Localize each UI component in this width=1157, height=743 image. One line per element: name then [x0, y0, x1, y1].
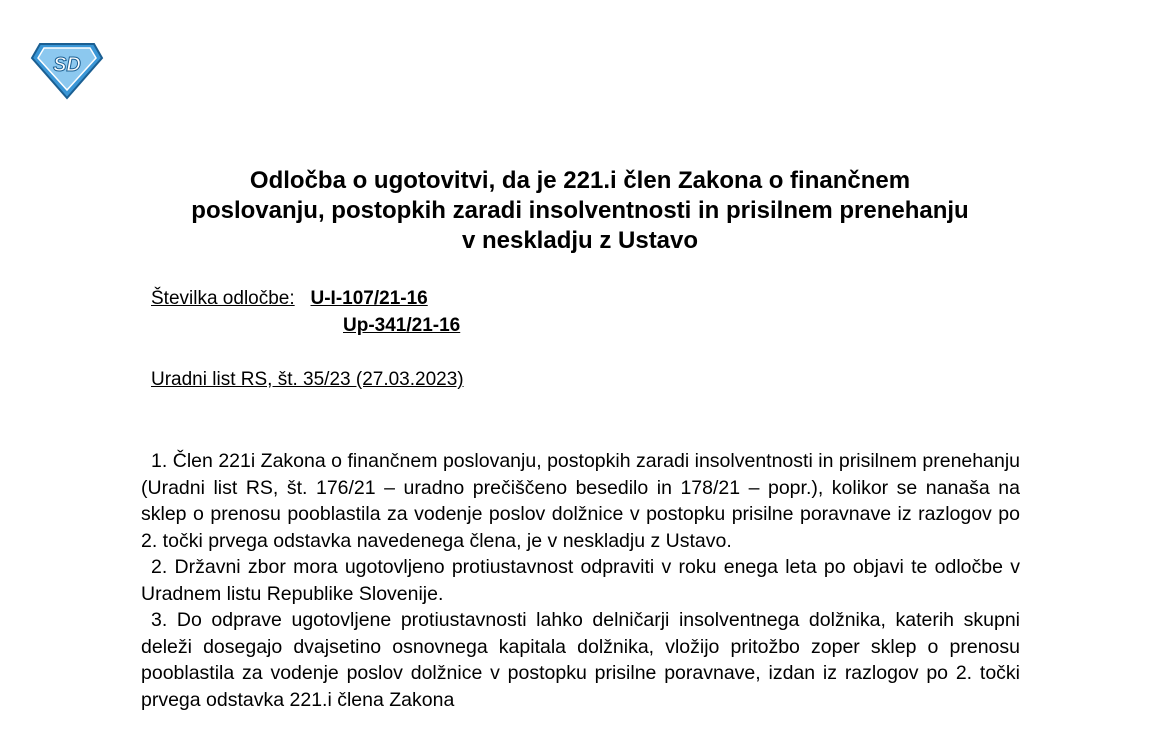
paragraph: 3. Do odprave ugotovljene protiustavnosti lahko delničarji insolventnega dolžnika, katerih skupni deleži dosegajo dvajsetino osnovnega kapitala dolžnika, vložijo pritožbo zoper sklep o prenosu pooblastila za vodenje poslov dolžnice v postopku prisilne poravnave, izdan iz razlogov po 2. točki prvega odstavka 221.i člena Zakona: [141, 609, 1020, 711]
decision-number-row-2: [343, 314, 460, 338]
decision-number-row: [151, 287, 428, 311]
decision-number: U-I-107/21-16: [310, 288, 428, 309]
document-title: [120, 166, 1040, 256]
decision-label: Številka odločbe:: [151, 288, 295, 309]
title-line: poslovanju, postopkih zaradi insolventnosti in prisilnem prenehanju: [191, 197, 969, 224]
paragraph: 2. Državni zbor mora ugotovljeno protiustavnost odpraviti v roku enega leta po objavi te odločbe v Uradnem listu Republike Slovenije.: [141, 556, 1020, 605]
paragraph: 1. Člen 221i Zakona o finančnem poslovanju, postopkih zaradi insolventnosti in prisilnem prenehanju (Uradni list RS, št. 176/21 – uradno prečiščeno besedilo in 178/21 – popr.), kolikor se nanaša na sklep o prenosu pooblastila za vodenje poslov dolžnice v postopku prisilne poravnave iz razlogov po 2. točki prvega odstavka navedenega člena, je v neskladju z Ustavo.: [141, 450, 1020, 552]
decision-body: [141, 448, 1020, 713]
gazette-text: Uradni list RS, št. 35/23 (27.03.2023): [151, 369, 464, 390]
gazette-reference: [151, 368, 464, 392]
decision-number: Up-341/21-16: [343, 315, 461, 336]
title-line: Odločba o ugotovitvi, da je 221.i člen Zakona o finančnem: [249, 167, 911, 194]
sd-logo-icon: [30, 40, 104, 100]
svg-text:SD: SD: [53, 54, 81, 76]
title-line: v neskladju z Ustavo: [461, 227, 699, 254]
